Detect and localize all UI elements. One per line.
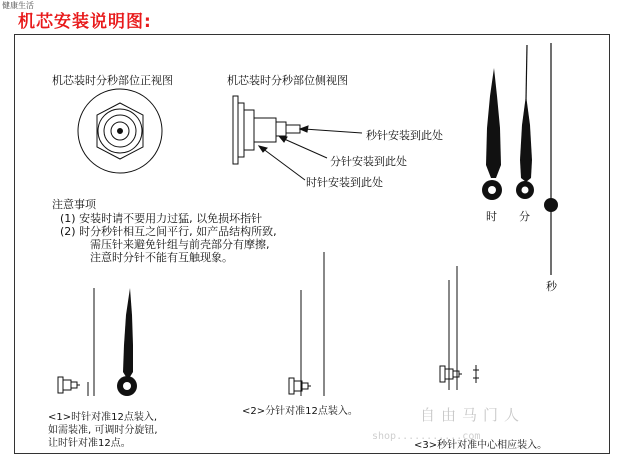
step2-graphic <box>289 252 324 396</box>
step1-graphic <box>58 288 137 396</box>
page-title: 机芯安装说明图: <box>18 12 152 32</box>
front-view-graphic <box>78 89 162 173</box>
note-line-4: 注意时分针不能有互触现象。 <box>90 251 233 264</box>
step1-line-3: 让时针对准12点。 <box>48 438 131 449</box>
second-install-label: 秒针安装到此处 <box>366 129 443 142</box>
step1-line-2: 如需装准, 可调时分旋钮, <box>48 425 158 436</box>
second-hand-graphic <box>544 43 558 275</box>
watermark-url: shop...........com <box>372 431 481 442</box>
front-view-heading: 机芯装时分秒部位正视图 <box>52 74 173 87</box>
hour-install-label: 时针安装到此处 <box>306 176 383 189</box>
minute-install-label: 分针安装到此处 <box>330 155 407 168</box>
side-view-heading: 机芯装时分秒部位侧视图 <box>227 74 348 87</box>
corner-caption: 健康生活 <box>2 1 34 10</box>
step3-caption: <3>秒针对准中心相应装入。 <box>414 440 548 451</box>
note-line-1: (1) 安装时请不要用力过猛, 以免损坏指针 <box>60 212 263 225</box>
step2-caption: <2>分针对准12点装入。 <box>242 406 358 417</box>
hour-hand-graphic <box>482 68 502 200</box>
second-hand-label: 秒 <box>546 280 557 293</box>
minute-hand-graphic <box>516 45 534 199</box>
hour-hand-label: 时 <box>486 210 497 223</box>
watermark-text: 自由马门人 <box>420 406 526 424</box>
notes-heading: 注意事项 <box>52 198 96 211</box>
note-line-3: 需压针来避免针组与前壳部分有摩擦, <box>90 238 270 251</box>
step1-line-1: <1>时针对准12点装入, <box>48 412 158 423</box>
note-line-2: (2) 时分秒针相互之间平行, 如产品结构所致, <box>60 225 277 238</box>
minute-hand-label: 分 <box>519 210 530 223</box>
step3-graphic <box>440 266 479 390</box>
